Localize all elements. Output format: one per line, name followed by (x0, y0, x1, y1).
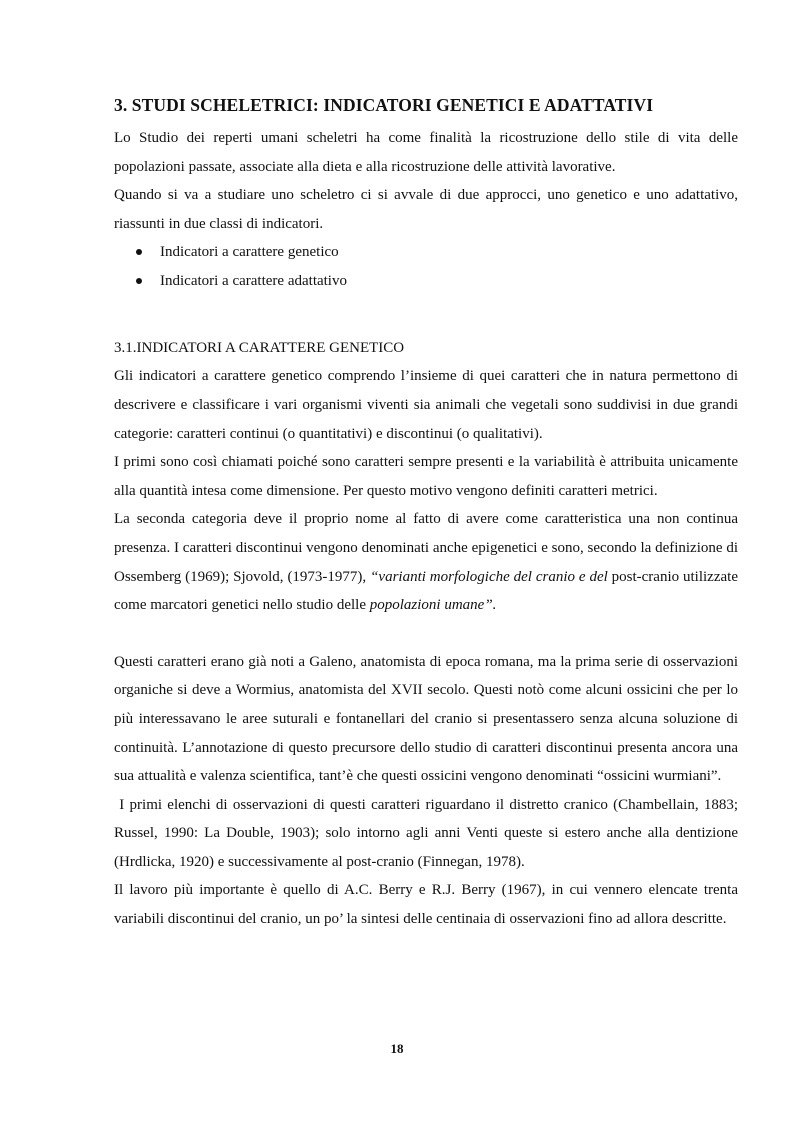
bullet-icon (136, 278, 142, 284)
definition-text-start: La seconda categoria deve il proprio nome al fatto di avere come caratteristica una non continua presenza. I caratteri discontinui vengono denominati anche epigenetici e sono, secondo la definizione di Ossemberg (1969); Sjovold, (1973-1977), (114, 511, 738, 585)
document-page (114, 92, 742, 934)
history-paragraph-3: Il lavoro più importante è quello di A.C. Berry e R.J. Berry (1967), in cui vennero elencate trenta variabili discontinui del cranio, un po’ la sintesi delle centinaia di osservazioni fino ad allora descritte. (114, 882, 738, 928)
section-heading: 3. STUDI SCHELETRICI: INDICATORI GENETICI E ADATTATIVI (114, 95, 654, 115)
list-item (136, 238, 738, 267)
intro-paragraph-1: Lo Studio dei reperti umani scheletri ha come finalità la ricostruzione dello stile di vita delle popolazioni passate, associate alla dieta e alla ricostruzione delle attività lavorative. (114, 130, 738, 175)
genetic-paragraph-1: Gli indicatori a carattere genetico comprendo l’insieme di quei caratteri che in natura permettono di descrivere e classificare i vari organismi viventi sia animali che vegetali sono suddivisi in due grandi categorie: caratteri continui (o quantitativi) e discontinui (o qualitativi). (114, 368, 738, 442)
definition-text-middle: post-cranio utilizzate come marcatori genetici nello studio delle (114, 568, 738, 614)
history-paragraph-1: Questi caratteri erano già noti a Galeno, anatomista di epoca romana, ma la prima serie di osservazioni organiche si deve a Wormius, anatomista del XVII secolo. Questi notò come alcuni ossicini che per lo più interessavano le aree suturali e fontanellari del cranio si presentassero senza alcuna soluzione di continuità. L’annotazione di questo precursore dello studio di caratteri discontinui presenta ancora una sua attualità e valenza scientifica, tant’è che questi ossicini vengono denominati “ossicini wurmiani”. (114, 653, 738, 785)
subsection-heading: 3.1.INDICATORI A CARATTERE GENETICO (114, 340, 405, 357)
history-paragraph-2: I primi elenchi di osservazioni di questi caratteri riguardano il distretto cranico (Chambellain, 1883; Russel, 1990: La Double, 1903); solo intorno agli anni Venti queste si estero anche alla dentizione (Hrdlicka, 1920) e successivamente al post-cranio (Finnegan, 1978). (114, 796, 742, 870)
definition-quote-1: “varianti morfologiche del cranio e del (370, 568, 608, 585)
genetic-paragraph-2: I primi sono così chiamati poiché sono caratteri sempre presenti e la variabilità è attribuita unicamente alla quantità intesa come dimensione. Per questo motivo vengono definiti caratteri metrici. (114, 454, 738, 499)
definition-paragraph (114, 505, 738, 619)
list-item-label: Indicatori a carattere genetico (160, 244, 339, 261)
definition-quote-2: popolazioni umane”. (369, 597, 497, 614)
list-item (136, 267, 738, 296)
indicator-list (114, 238, 738, 296)
list-item-label: Indicatori a carattere adattativo (160, 273, 347, 290)
bullet-icon (136, 249, 142, 255)
paragraph-gap (114, 620, 738, 648)
intro-paragraph-2: Quando si va a studiare uno scheletro ci si avvale di due approcci, uno genetico e uno adattativo, riassunti in due classi di indicatori. (114, 187, 738, 232)
page-number: 18 (390, 1041, 404, 1056)
